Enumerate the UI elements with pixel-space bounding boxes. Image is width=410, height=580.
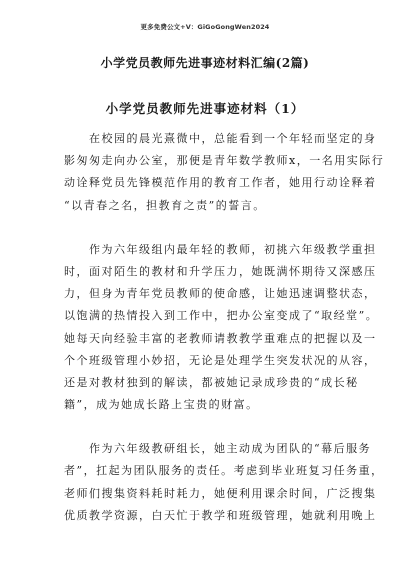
paragraph-line: 老师们搜集资料耗时耗力，她便利用课余时间，广泛搜集 xyxy=(64,486,377,500)
document-title: 小学党员教师先进事迹材料汇编(2篇) xyxy=(100,56,310,70)
paragraph-line: 以饱满的热情投入到工作中，把办公室变成了“取经堂”。 xyxy=(64,309,379,323)
paragraph-line: 个个班级管理小妙招，无论是处理学生突发状况的从容， xyxy=(64,353,377,367)
paragraph-line: 优质教学资源，白天忙于教学和班级管理，她就利用晚上 xyxy=(64,508,377,522)
paragraph-line: 她每天向经验丰富的老教师请教教学重难点的把握以及一 xyxy=(64,331,377,345)
section-title: 小学党员教师先进事迹材料（1） xyxy=(105,101,305,116)
paragraph xyxy=(64,438,384,527)
paragraph-line: 者”，扛起为团队服务的责任。考虑到毕业班复习任务重， xyxy=(64,464,384,478)
paragraph-line: 影匆匆走向办公室，那便是青年数学教师x，一名用实际行 xyxy=(64,154,385,168)
paragraph-line: 时，面对陌生的教材和升学压力，她既满怀期待又深感压 xyxy=(64,264,377,278)
paragraph-gap xyxy=(64,416,356,438)
paragraph-line: 力，但身为青年党员教师的使命感，让她迅速调整状态， xyxy=(64,287,377,301)
document-body xyxy=(64,128,385,527)
paragraph-line: 作为六年级教研组长，她主动成为团队的“幕后服务 xyxy=(64,442,372,456)
paragraph xyxy=(64,239,379,417)
paragraph xyxy=(64,128,385,217)
paragraph-line: 还是对教材独到的解读，都被她记录成珍贵的“成长秘 xyxy=(64,375,359,389)
paragraph-line: 籍”，成为她成长路上宝贵的财富。 xyxy=(64,398,259,412)
header-note: 更多免费公文+V：GiGoGongWen2024 xyxy=(140,23,270,31)
paragraph-line: 动诠释党员先锋模范作用的教育工作者，她用行动诠释着 xyxy=(64,176,377,190)
paragraph-line: 在校园的晨光熹微中，总能看到一个年轻而坚定的身 xyxy=(64,132,377,145)
paragraph-gap xyxy=(64,217,356,239)
paragraph-line: 作为六年级组内最年轻的教师，初挑六年级教学重担 xyxy=(64,242,377,256)
paragraph-line: “以青春之名，担教育之责”的誓言。 xyxy=(64,198,266,212)
